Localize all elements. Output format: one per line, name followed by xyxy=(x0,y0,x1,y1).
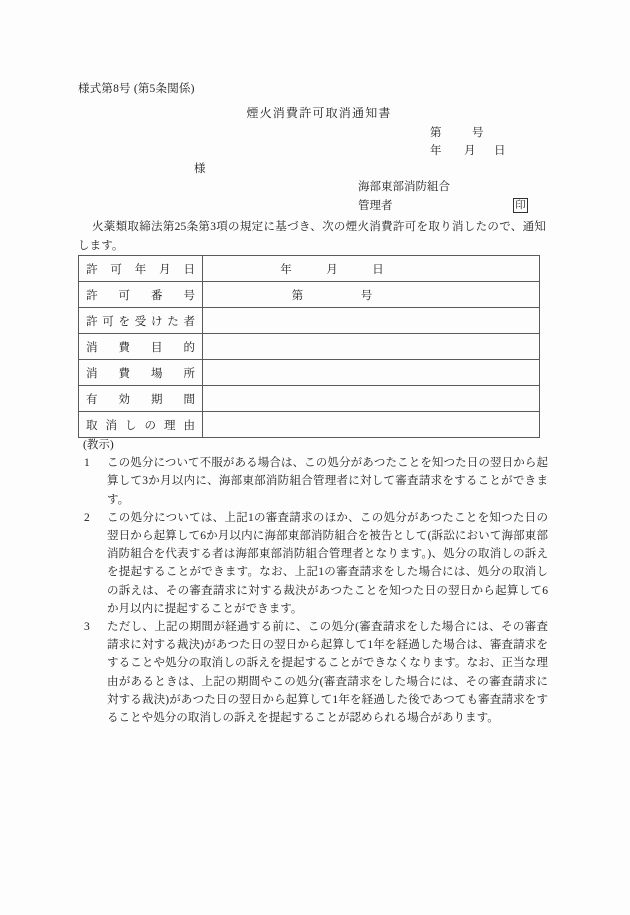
row-value-text: 年 月 日 xyxy=(280,263,384,276)
instruction-text: この処分について不服がある場合は、この処分があつたことを知つた日の翌日から起算して3か月以内に、海部東部消防組合管理者に対して審査請求をすることができます。 xyxy=(107,457,548,506)
row-label-revocation-reason: 取消しの理由 xyxy=(79,412,203,438)
seal-stamp-icon: 印 xyxy=(513,198,528,213)
table-row xyxy=(79,282,540,308)
row-value-permit-number[interactable] xyxy=(203,282,540,308)
issuer-block xyxy=(358,178,526,216)
row-label-consumption-place: 消費場所 xyxy=(79,360,203,386)
document-number-label: 第 xyxy=(430,127,442,139)
form-number: 様式第8号 (第5条関係) xyxy=(78,83,195,95)
instruction-number: 3 xyxy=(84,621,90,634)
row-value-consumption-purpose[interactable] xyxy=(203,334,540,360)
row-value-permit-holder[interactable] xyxy=(203,308,540,334)
instruction-number: 2 xyxy=(84,511,90,524)
date-year-label: 年 xyxy=(430,145,442,157)
row-value-consumption-place[interactable] xyxy=(203,360,540,386)
row-value-valid-period[interactable] xyxy=(203,386,540,412)
issuer-role-line xyxy=(358,197,526,216)
row-label-consumption-purpose: 消費目的 xyxy=(79,334,203,360)
date-day-label: 日 xyxy=(494,145,506,157)
permit-details-table-body xyxy=(79,256,540,438)
row-label-permit-date: 許可年月日 xyxy=(79,256,203,282)
instruction-item-3 xyxy=(78,618,548,727)
instructions-section xyxy=(78,436,548,727)
table-row xyxy=(79,360,540,386)
table-row xyxy=(79,386,540,412)
instruction-text: この処分については、上記1の審査請求のほか、この処分があつたことを知つた日の翌日から起算して6か月以内に海部東部消防組合を被告として(訴訟において海部東部消防組合を代表する者は海部東部消防組合管理者となります。)、処分の取消しの訴えを提起することができます。なお、上記1の審査請求をした場合には、処分の取消しの訴えは、その審査請求に対する裁決があつたことを知つた日の翌日から起算して6か月以内に提起することができます。 xyxy=(107,511,548,615)
row-label-valid-period: 有効期間 xyxy=(79,386,203,412)
document-date-line xyxy=(430,142,550,160)
table-row xyxy=(79,308,540,334)
row-value-text: 第 号 xyxy=(291,289,373,302)
table-row xyxy=(79,412,540,438)
addressee-honorific: 様 xyxy=(194,163,206,175)
date-month-label: 月 xyxy=(464,145,476,157)
permit-details-table xyxy=(78,255,540,438)
document-number-line xyxy=(430,124,550,142)
row-value-revocation-reason[interactable] xyxy=(203,412,540,438)
row-value-permit-date[interactable] xyxy=(203,256,540,282)
instructions-heading: (教示) xyxy=(83,439,114,451)
issuer-organization: 海部東部消防組合 xyxy=(358,181,450,193)
instruction-text: ただし、上記の期間が経過する前に、この処分(審査請求をした場合には、その審査請求に対する裁決)があつた日の翌日から起算して1年を経過した場合は、審査請求をすることや処分の取消しの訴えを提起することができなくなります。なお、正当な理由があるときは、上記の期間やこの処分(審査請求をした場合には、その審査請求に対する裁決)があつた日の翌日から起算して1年を経過した後であつても審査請求をすることや処分の取消しの訴えを提起することが認められる場合があります。 xyxy=(107,621,548,725)
table-row xyxy=(79,256,540,282)
row-label-permit-holder: 許可を受けた者 xyxy=(79,308,203,334)
page-title: 煙火消費許可取消通知書 xyxy=(246,106,392,120)
issuer-role: 管理者 xyxy=(358,200,393,212)
body-paragraph: 火薬類取締法第25条第3項の規定に基づき、次の煙火消費許可を取り消したので、通知します。 xyxy=(78,221,546,252)
instruction-number: 1 xyxy=(84,457,90,470)
document-meta-block xyxy=(430,124,550,160)
document-number-suffix: 号 xyxy=(472,127,484,139)
table-row xyxy=(79,334,540,360)
instruction-item-1 xyxy=(78,454,548,509)
row-label-permit-number: 許可番号 xyxy=(79,282,203,308)
instruction-item-2 xyxy=(78,509,548,618)
